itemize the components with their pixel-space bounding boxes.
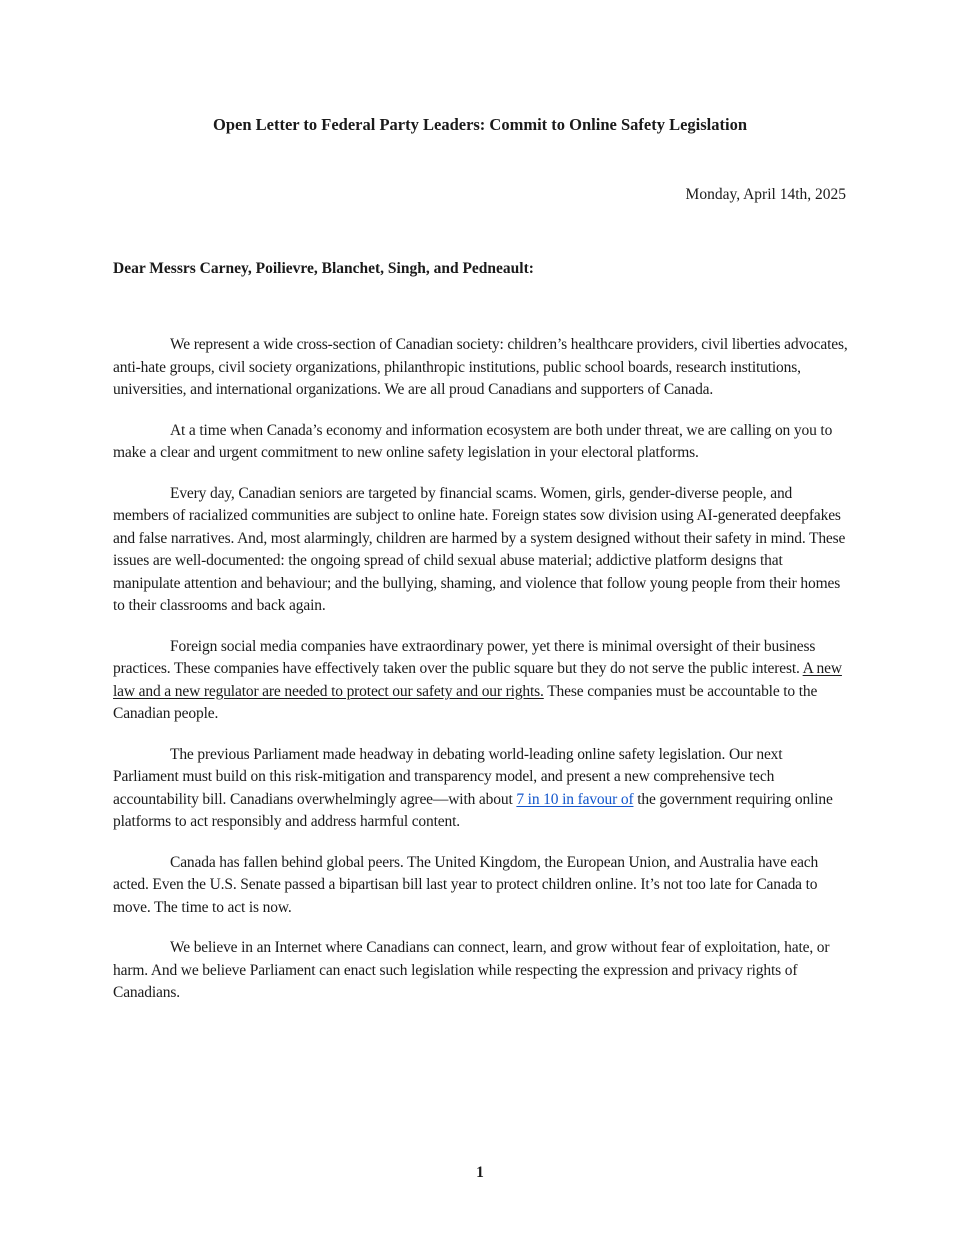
letter-salutation: Dear Messrs Carney, Poilievre, Blanchet, Singh, and Pedneault:: [113, 260, 534, 277]
paragraph-5-text-end: the government requiring online platforms to act responsibly and address harmful content.: [113, 790, 833, 830]
paragraph-2: At a time when Canada’s economy and information ecosystem are both under threat, we are calling on you to make a clear and urgent commitment to new online safety legislation in your electoral platforms.: [113, 421, 833, 461]
paragraph-4: [113, 636, 848, 726]
paragraph-1: We represent a wide cross-section of Canadian society: children’s healthcare providers, civil liberties advocates, anti-hate groups, civil society organizations, philanthropic institutions, public school boards, research institutions, universities, and international organizations. We are all proud Canadians and supporters of Canada.: [113, 336, 848, 398]
letter-body: [113, 334, 848, 1023]
paragraph-4-underlined-text: A new law and a new regulator are needed to protect our safety and our rights.: [113, 660, 842, 700]
paragraph-4-text-end: These companies must be accountable to the Canadian people.: [113, 682, 818, 722]
page-number: 1: [476, 1164, 484, 1181]
letter-date: Monday, April 14th, 2025: [685, 186, 846, 203]
paragraph-4-text-start: Foreign social media companies have extraordinary power, yet there is minimal oversight of their business practices. These companies have effectively taken over the public square but they do not serve the public interest.: [113, 637, 816, 677]
paragraph-3: Every day, Canadian seniors are targeted by financial scams. Women, girls, gender-diverse people, and members of racialized communities are subject to online hate. Foreign states sow division using AI-generated deepfakes and false narratives. And, most alarmingly, children are harmed by a system designed without their safety in mind. These issues are well-documented: the ongoing spread of child sexual abuse material; addictive platform designs that manipulate attention and behaviour; and the bullying, shaming, and violence that follow young people from their homes to their classrooms and back again.: [113, 484, 846, 614]
letter-title: Open Letter to Federal Party Leaders: Commit to Online Safety Legislation: [212, 115, 748, 134]
paragraph-6: Canada has fallen behind global peers. The United Kingdom, the European Union, and Australia have each acted. Even the U.S. Senate passed a bipartisan bill last year to protect children online. It’s not too late for Canada to move. The time to act is now.: [113, 853, 819, 916]
paragraph-5: [113, 744, 848, 834]
poll-link[interactable]: 7 in 10 in favour of: [516, 790, 634, 808]
paragraph-7: We believe in an Internet where Canadians can connect, learn, and grow without fear of exploitation, hate, or harm. And we believe Parliament can enact such legislation while respecting the expression and privacy rights of Canadians.: [113, 939, 830, 1001]
paragraph-5-text-start: The previous Parliament made headway in debating world-leading online safety legislation. Our next Parliament must build on this risk-mitigation and transparency model, and present a new comprehensive tech accountability bill. Canadians overwhelmingly agree—with about: [113, 745, 783, 808]
